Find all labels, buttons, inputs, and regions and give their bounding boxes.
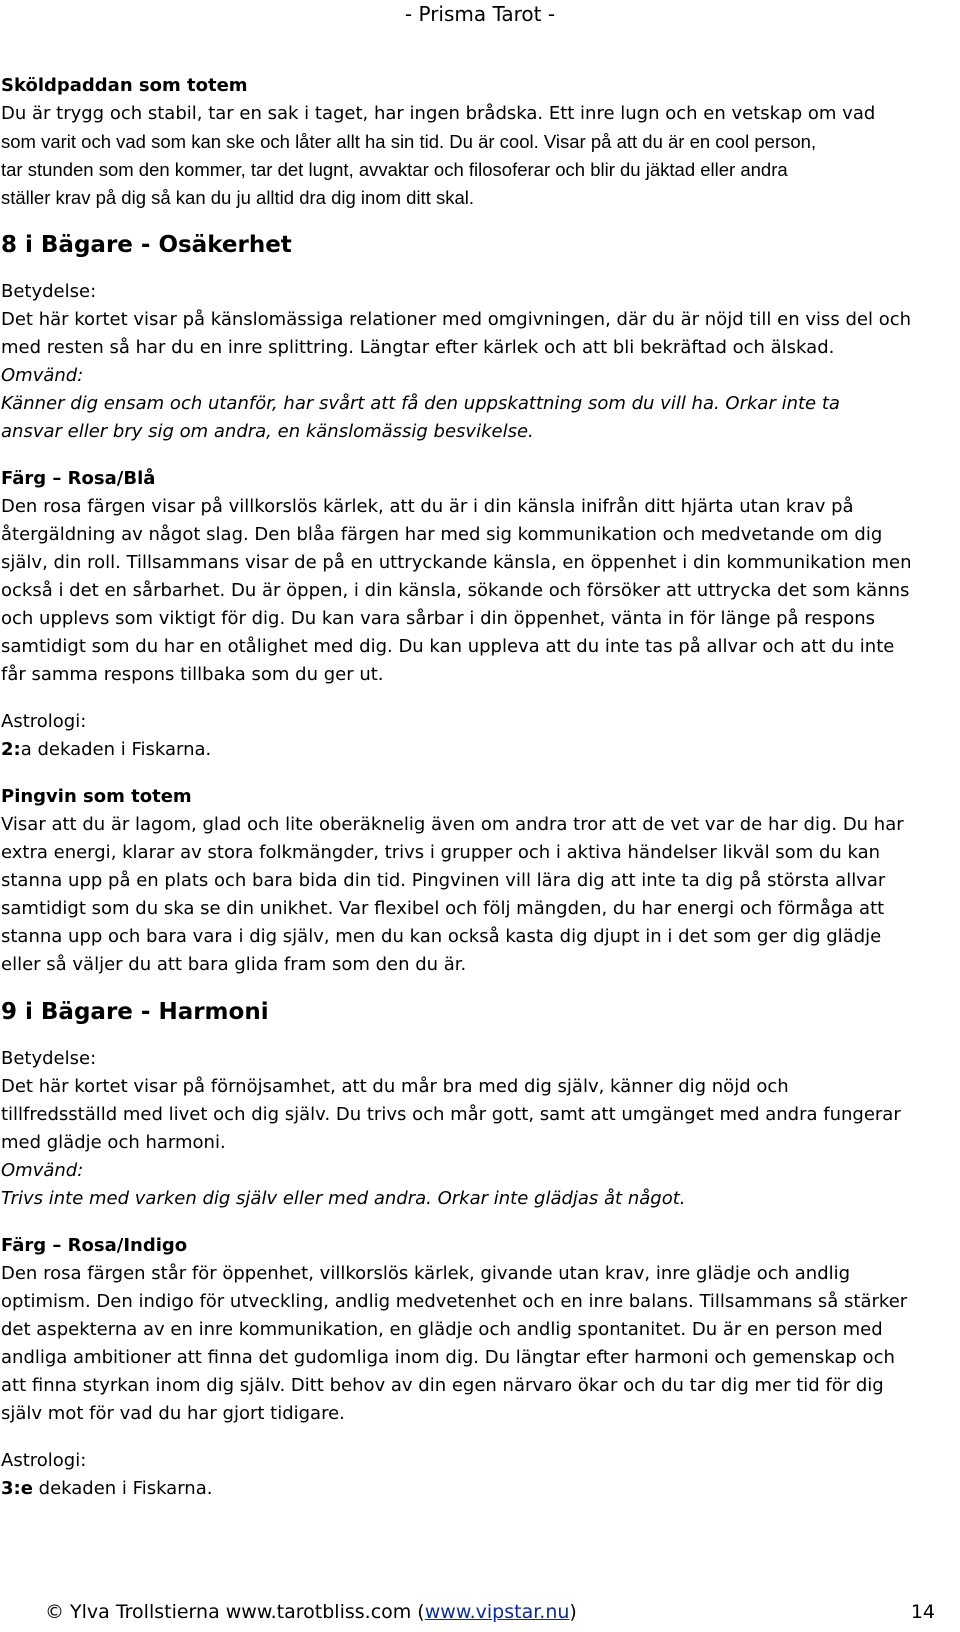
card-title-8-cups: 8 i Bägare - Osäkerhet (1, 232, 292, 258)
astrology-text (1, 1475, 960, 1503)
color-heading: Färg – Rosa/Indigo (1, 1235, 188, 1256)
astrology-decan: 3:e (1, 1478, 33, 1499)
totem-text-line: tar stunden som den kommer, tar det lugnt, avvaktar och filosoferar och blir du jäktad eller andra (1, 159, 788, 180)
color-text-line: också i det en sårbarhet. Du är öppen, i din känsla, sökande och försöker att uttrycka det som känns (1, 580, 910, 601)
color-text-line: Den rosa färgen står för öppenhet, villkorslös kärlek, givande utan krav, inre glädje och andlig (1, 1263, 851, 1284)
footer-copyright-text: © Ylva Trollstierna www.tarotbliss.com ( (45, 1601, 425, 1623)
color-text-line: själv, din roll. Tillsammans visar de på en uttryckande känsla, en öppenhet i din kommunikation men (1, 552, 912, 573)
meaning-text-line: Det här kortet visar på förnöjsamhet, att du mår bra med dig själv, känner dig nöjd och (1, 1076, 789, 1097)
color-text-line: optimism. Den indigo för utveckling, andlig medvetenhet och en inre balans. Tillsammans så stärker (1, 1291, 908, 1312)
astrology-text (1, 736, 960, 764)
document-body (0, 72, 960, 1503)
footer-link-vipstar[interactable]: www.vipstar.nu (424, 1601, 570, 1623)
color-text-line: samtidigt som du har en otålighet med dig. Du kan uppleva att du inte tas på allvar och att du inte (1, 636, 895, 657)
totem-text-line: Du är trygg och stabil, tar en sak i taget, har ingen brådska. Ett inre lugn och en vetskap om vad (1, 103, 876, 124)
totem-text-line: stanna upp på en plats och bara bida din tid. Pingvinen vill lära dig att inte ta dig på största allvar (1, 870, 886, 891)
astrology-decan: 2: (1, 739, 21, 760)
totem-text-line: Visar att du är lagom, glad och lite oberäknelig även om andra tror att de vet var de har dig. Du har (1, 814, 904, 835)
color-text-line: det aspekterna av en inre kommunikation, en glädje och andlig spontanitet. Du är en person med (1, 1319, 883, 1340)
meaning-text-line: med resten så har du en inre splittring. Längtar efter kärlek och att bli bekräftad och älskad. (1, 337, 835, 358)
reversed-text-line: Trivs inte med varken dig själv eller med andra. Orkar inte glädjas åt något. (1, 1188, 686, 1209)
card-title-9-cups: 9 i Bägare - Harmoni (1, 999, 269, 1025)
page-number: 14 (910, 1601, 935, 1623)
meaning-label: Betydelse: (1, 1048, 97, 1069)
color-text-line: Den rosa färgen visar på villkorslös kärlek, att du är i din känsla inifrån ditt hjärta utan krav på (1, 496, 854, 517)
totem-text-line: eller så väljer du att bara glida fram som den du är. (1, 954, 467, 975)
totem-text-line: stanna upp och bara vara i dig själv, men du kan också kasta dig djupt in i det som ger dig glädje (1, 926, 882, 947)
totem-heading-penguin: Pingvin som totem (1, 786, 192, 807)
reversed-label: Omvänd: (1, 365, 84, 386)
color-text-line: och upplevs som viktigt för dig. Du kan vara sårbar i din öppenhet, vänta in för länge på respons (1, 608, 875, 629)
reversed-text-line: ansvar eller bry sig om andra, en känslomässig besvikelse. (1, 421, 534, 442)
color-text-line: andliga ambitioner att finna det gudomliga inom dig. Du längtar efter harmoni och gemenskap och (1, 1347, 895, 1368)
color-text-line: att finna styrkan inom dig själv. Ditt behov av din egen närvaro ökar och du tar dig mer tid för dig (1, 1375, 884, 1396)
totem-text-line: ställer krav på dig så kan du ju alltid dra dig inom ditt skal. (1, 187, 475, 208)
astrology-sign: a dekaden i Fiskarna. (20, 739, 212, 760)
footer-copyright (45, 1600, 577, 1624)
color-text-line: återgäldning av något slag. Den blåa färgen har med sig kommunikation och medvetande om dig (1, 524, 883, 545)
reversed-label: Omvänd: (1, 1160, 84, 1181)
page-header-title: - Prisma Tarot - (404, 2, 556, 26)
totem-text-line: som varit och vad som kan ske och låter allt ha sin tid. Du är cool. Visar på att du är en cool person, (1, 131, 817, 152)
reversed-text-line: Känner dig ensam och utanför, har svårt att få den uppskattning som du vill ha. Orkar inte ta (1, 393, 840, 414)
meaning-text-line: Det här kortet visar på känslomässiga relationer med omgivningen, där du är nöjd till en viss del och (1, 309, 912, 330)
astrology-label: Astrologi: (1, 711, 87, 732)
astrology-sign: dekaden i Fiskarna. (32, 1478, 213, 1499)
footer-close-paren: ) (569, 1601, 577, 1623)
color-text-line: själv mot för vad du har gjort tidigare. (1, 1403, 345, 1424)
meaning-text-line: tillfredsställd med livet och dig själv. Du trivs och mår gott, samt att umgänget med andra fungerar (1, 1104, 901, 1125)
meaning-text-line: med glädje och harmoni. (1, 1132, 226, 1153)
totem-text-line: extra energi, klarar av stora folkmängder, trivs i grupper och i aktiva händelser likväl som du kan (1, 842, 881, 863)
totem-heading-turtle: Sköldpaddan som totem (1, 75, 248, 96)
color-text-line: får samma respons tillbaka som du ger ut. (1, 664, 384, 685)
meaning-label: Betydelse: (1, 281, 97, 302)
color-heading: Färg – Rosa/Blå (1, 468, 156, 489)
totem-text-line: samtidigt som du ska se din unikhet. Var flexibel och följ mängden, du har energi och förmåga att (1, 898, 885, 919)
astrology-label: Astrologi: (1, 1450, 87, 1471)
